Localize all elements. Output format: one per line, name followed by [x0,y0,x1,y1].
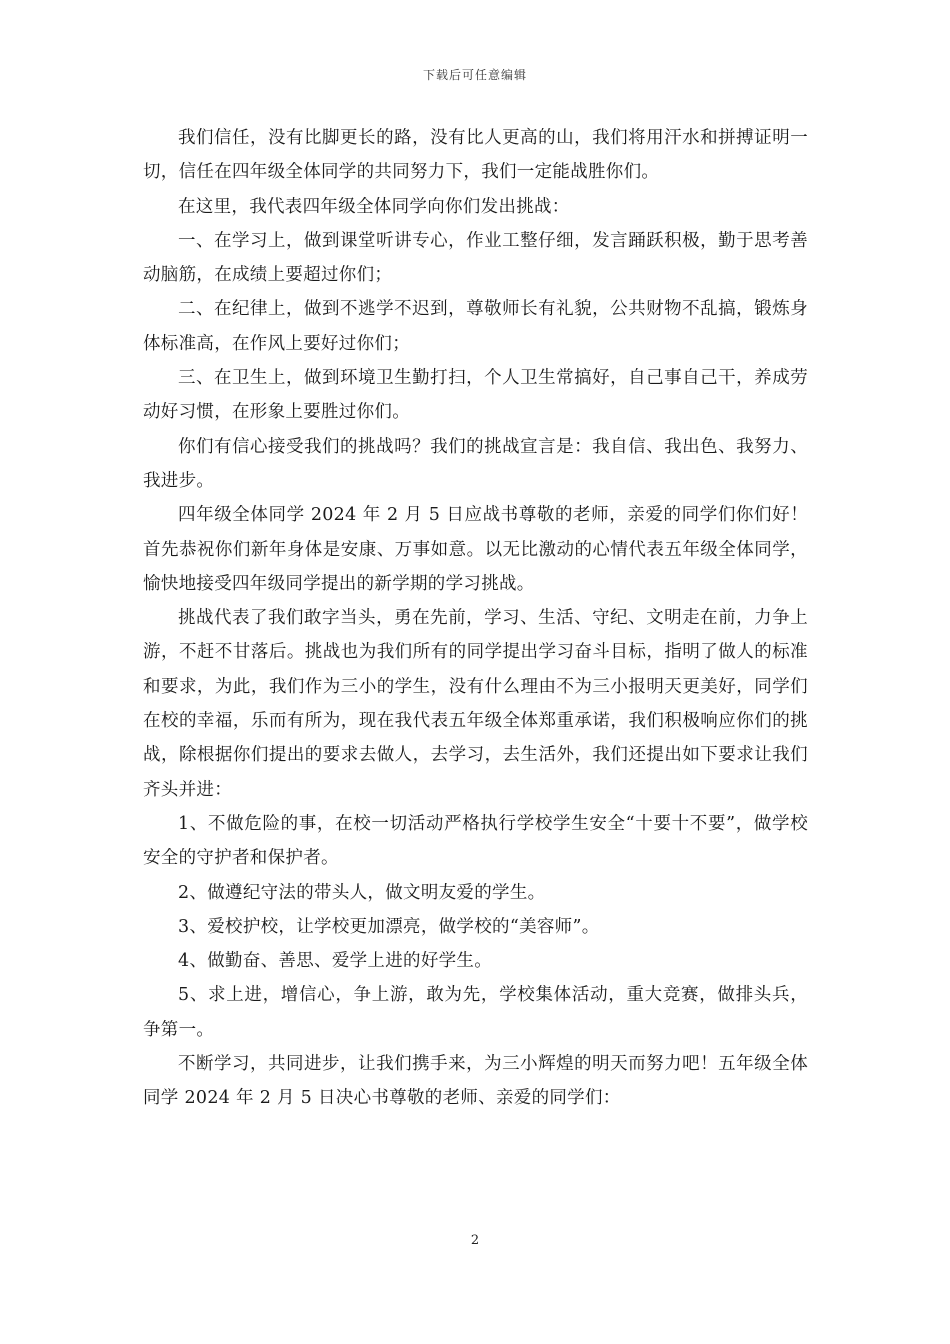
paragraph-8: 挑战代表了我们敢字当头，勇在先前，学习、生活、守纪、文明走在前，力争上游，不赶不甘落后。挑战也为我们所有的同学提出学习奋斗目标，指明了做人的标准和要求，为此，我们作为三小的学生，没有什么理由不为三小报明天更美好，同学们在校的幸福，乐而有所为，现在我代表五年级全体郑重承诺，我们积极响应你们的挑战，除根据你们提出的要求去做人，去学习，去生活外，我们还提出如下要求让我们齐头并进： [143,608,808,800]
page-header: 下载后可任意编辑 [422,68,527,82]
paragraph-1: 我们信任，没有比脚更长的路，没有比人更高的山，我们将用汗水和拼搏证明一切，信任在四年级全体同学的共同努力下，我们一定能战胜你们。 [143,128,808,183]
paragraph-2: 在这里，我代表四年级全体同学向你们发出挑战： [178,196,570,217]
paragraph-3: 一、在学习上，做到课堂听讲专心，作业工整仔细，发言踊跃积极，勤于思考善动脑筋，在成绩上要超过你们； [143,230,808,286]
paragraph-12: 4、做勤奋、善思、爱学上进的好学生。 [178,951,493,972]
paragraph-9: 1、不做危险的事，在校一切活动严格执行学校学生安全“十要十不要”，做学校安全的守护者和保护者。 [143,813,808,869]
paragraph-11: 3、爱校护校，让学校更加漂亮，做学校的“美容师”。 [178,916,600,937]
document-body [143,121,808,1116]
paragraph-10: 2、做遵纪守法的带头人，做文明友爱的学生。 [178,882,546,903]
paragraph-7: 四年级全体同学 2024 年 2 月 5 日应战书尊敬的老师，亲爱的同学们你们好！首先恭祝你们新年身体是安康、万事如意。以无比激动的心情代表五年级全体同学，愉快地接受四年级同学提出的新学期的学习挑战。 [143,505,808,594]
paragraph-4: 二、在纪律上，做到不逃学不迟到，尊敬师长有礼貌，公共财物不乱搞，锻炼身体标准高，在作风上要好过你们； [143,299,808,354]
paragraph-13: 5、求上进，增信心，争上游，敢为先，学校集体活动，重大竞赛，做排头兵，争第一。 [143,985,808,1040]
paragraph-14: 不断学习，共同进步，让我们携手来，为三小辉煌的明天而努力吧！五年级全体同学 2024 年 2 月 5 日决心书尊敬的老师、亲爱的同学们： [143,1054,808,1109]
paragraph-5: 三、在卫生上，做到环境卫生勤打扫，个人卫生常搞好，自己事自己干，养成劳动好习惯，在形象上要胜过你们。 [143,368,808,423]
page-number: 2 [470,1233,480,1248]
paragraph-6: 你们有信心接受我们的挑战吗？我们的挑战宣言是：我自信、我出色、我努力、我进步。 [143,436,808,491]
